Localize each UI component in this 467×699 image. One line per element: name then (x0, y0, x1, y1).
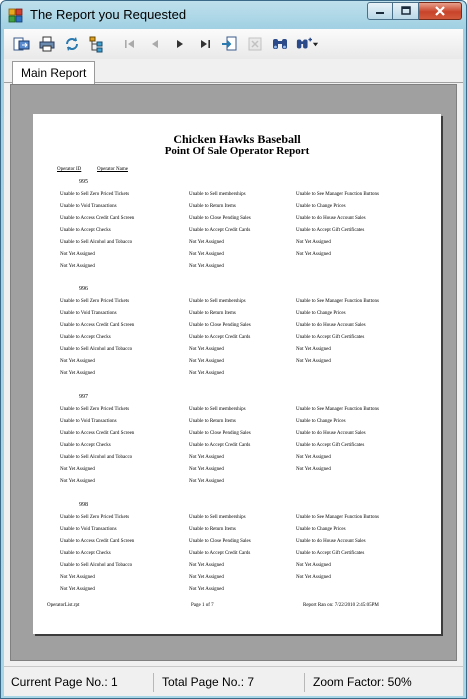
permission-item: Not Yet Assigned (189, 479, 224, 484)
permission-item: Unable to Accept Checks (60, 228, 111, 233)
title-bar[interactable] (1, 1, 466, 29)
status-zoom-factor: Zoom Factor: 50% (313, 675, 412, 689)
find-text-button[interactable] (268, 33, 291, 55)
permission-item: Unable to Sell Alcohol and Tobacco (60, 455, 133, 460)
permission-item: Not Yet Assigned (189, 575, 224, 580)
close-view-icon (246, 35, 264, 53)
caption-buttons (367, 2, 462, 20)
permission-item: Not Yet Assigned (189, 371, 224, 376)
permission-item: Not Yet Assigned (60, 371, 95, 376)
permission-item: Unable to Access Credit Card Screen (60, 539, 135, 544)
zoom-button[interactable] (293, 33, 321, 55)
permission-item: Unable to Change Prices (296, 204, 346, 209)
permission-item: Unable to Sell Zero Priced Tickets (60, 192, 130, 197)
permission-item: Unable to Sell Zero Priced Tickets (60, 299, 130, 304)
client-area (4, 29, 463, 696)
export-report-button[interactable] (10, 33, 33, 55)
permission-item: Unable to Sell Zero Priced Tickets (60, 407, 130, 412)
permission-item: Not Yet Assigned (189, 467, 224, 472)
permission-item: Not Yet Assigned (296, 347, 331, 352)
report-page-number: Page 1 of 7 (191, 603, 214, 608)
permission-item: Not Yet Assigned (189, 587, 224, 592)
permission-item: Unable to Accept Gift Certificates (296, 335, 365, 340)
permission-item: Unable to Sell memberships (189, 192, 246, 197)
first-page-icon (121, 35, 139, 53)
permission-item: Unable to Accept Checks (60, 335, 111, 340)
permission-item: Not Yet Assigned (60, 467, 95, 472)
permission-item: Not Yet Assigned (296, 252, 331, 257)
refresh-icon (63, 35, 81, 53)
permission-item: Unable to Void Transactions (60, 311, 117, 316)
permission-item: Not Yet Assigned (60, 252, 95, 257)
permission-item: Not Yet Assigned (189, 347, 224, 352)
permission-item: Unable to Sell Zero Priced Tickets (60, 515, 130, 520)
permission-item: Unable to Accept Gift Certificates (296, 551, 365, 556)
permission-item: Unable to Accept Checks (60, 443, 111, 448)
permission-item: Not Yet Assigned (296, 359, 331, 364)
group-tree-icon (88, 35, 106, 53)
permission-item: Unable to Accept Credit Cards (189, 228, 251, 233)
permission-item: Not Yet Assigned (189, 252, 224, 257)
permission-item: Unable to Close Pending Sales (189, 431, 251, 436)
close-view-button[interactable] (243, 33, 266, 55)
permission-item: Not Yet Assigned (189, 264, 224, 269)
status-current-page: Current Page No.: 1 (6, 673, 154, 692)
permission-item: Not Yet Assigned (189, 240, 224, 245)
permission-item: Unable to Void Transactions (60, 419, 117, 424)
permission-item: Not Yet Assigned (296, 455, 331, 460)
report-title: Chicken Hawks Baseball (173, 132, 301, 146)
permission-item: Unable to Return Items (189, 204, 236, 209)
permission-item: Unable to Accept Credit Cards (189, 443, 251, 448)
permission-item: Unable to Return Items (189, 419, 236, 424)
permission-item: Unable to Sell memberships (189, 515, 246, 520)
permission-item: Unable to See Manager Function Buttons (296, 515, 379, 520)
toggle-group-tree-button[interactable] (85, 33, 108, 55)
permission-item: Unable to do House Account Sales (296, 539, 366, 544)
tab-strip (4, 59, 463, 83)
minimize-icon (375, 6, 385, 16)
permission-item: Unable to Close Pending Sales (189, 216, 251, 221)
tab-main-report[interactable]: Main Report (12, 61, 95, 84)
operator-id: 996 (79, 286, 88, 292)
last-page-icon (196, 35, 214, 53)
refresh-button[interactable] (60, 33, 83, 55)
zoom-icon (296, 35, 312, 53)
permission-item: Not Yet Assigned (60, 587, 95, 592)
permission-item: Unable to Void Transactions (60, 204, 117, 209)
permission-item: Not Yet Assigned (60, 264, 95, 269)
maximize-icon (401, 6, 411, 16)
close-icon (434, 5, 446, 17)
permission-item: Unable to Access Credit Card Screen (60, 323, 135, 328)
previous-page-icon (146, 35, 164, 53)
report-page (33, 114, 441, 634)
permission-item: Unable to Sell Alcohol and Tobacco (60, 240, 133, 245)
permission-item: Unable to Access Credit Card Screen (60, 431, 135, 436)
permission-item: Unable to Access Credit Card Screen (60, 216, 135, 221)
first-page-button[interactable] (118, 33, 141, 55)
permission-item: Not Yet Assigned (189, 359, 224, 364)
permission-item: Not Yet Assigned (60, 575, 95, 580)
permission-item: Unable to do House Account Sales (296, 431, 366, 436)
permission-item: Not Yet Assigned (296, 563, 331, 568)
permission-item: Unable to Sell memberships (189, 407, 246, 412)
permission-item: Unable to Sell Alcohol and Tobacco (60, 563, 133, 568)
permission-item: Unable to See Manager Function Buttons (296, 407, 379, 412)
operator-id: 997 (79, 394, 88, 400)
last-page-button[interactable] (193, 33, 216, 55)
report-file-name: OperatorList.rpt (47, 603, 80, 608)
chevron-down-icon (312, 41, 319, 48)
permission-item: Unable to Sell memberships (189, 299, 246, 304)
print-icon (38, 35, 56, 53)
report-toolbar (4, 29, 463, 59)
permission-item: Not Yet Assigned (189, 455, 224, 460)
operator-id: 995 (79, 179, 88, 185)
permission-item: Unable to Accept Credit Cards (189, 551, 251, 556)
report-subtitle: Point Of Sale Operator Report (164, 145, 310, 157)
export-icon (13, 35, 31, 53)
permission-item: Not Yet Assigned (60, 359, 95, 364)
permission-item: Unable to Accept Credit Cards (189, 335, 251, 340)
permission-item: Unable to Return Items (189, 311, 236, 316)
close-button[interactable] (419, 2, 462, 20)
permission-item: Unable to Void Transactions (60, 527, 117, 532)
permission-item: Unable to Return Items (189, 527, 236, 532)
permission-item: Unable to do House Account Sales (296, 323, 366, 328)
permission-item: Not Yet Assigned (296, 240, 331, 245)
permission-item: Unable to Close Pending Sales (189, 539, 251, 544)
permission-item: Not Yet Assigned (296, 575, 331, 580)
minimize-button[interactable] (367, 2, 393, 20)
permission-item: Unable to Sell Alcohol and Tobacco (60, 347, 133, 352)
permission-item: Unable to Change Prices (296, 311, 346, 316)
goto-page-icon (221, 35, 239, 53)
report-run-date: Report Ran on: 7/22/2010 2:45:05PM (303, 603, 379, 608)
permission-item: Unable to Change Prices (296, 419, 346, 424)
column-header-operator-id: Operator ID (57, 167, 82, 172)
permission-item: Not Yet Assigned (60, 479, 95, 484)
window-title: The Report you Requested (30, 7, 187, 22)
permission-item: Unable to Change Prices (296, 527, 346, 532)
status-total-page: Total Page No.: 7 (157, 673, 305, 692)
permission-item: Unable to do House Account Sales (296, 216, 366, 221)
permission-item: Unable to Accept Gift Certificates (296, 228, 365, 233)
operator-id: 998 (79, 502, 88, 508)
permission-item: Unable to Accept Gift Certificates (296, 443, 365, 448)
previous-page-button[interactable] (143, 33, 166, 55)
maximize-button[interactable] (393, 2, 419, 20)
goto-page-button[interactable] (218, 33, 241, 55)
binoculars-icon (271, 35, 289, 53)
print-button[interactable] (35, 33, 58, 55)
permission-item: Unable to Accept Checks (60, 551, 111, 556)
permission-item: Unable to See Manager Function Buttons (296, 192, 379, 197)
column-header-operator-name: Operator Name (97, 167, 128, 172)
permission-item: Unable to See Manager Function Buttons (296, 299, 379, 304)
permission-item: Unable to Close Pending Sales (189, 323, 251, 328)
next-page-button[interactable] (168, 33, 191, 55)
permission-item: Not Yet Assigned (296, 467, 331, 472)
status-bar (4, 666, 463, 696)
report-viewer[interactable] (10, 84, 457, 661)
app-icon (8, 7, 24, 23)
next-page-icon (171, 35, 189, 53)
permission-item: Not Yet Assigned (189, 563, 224, 568)
